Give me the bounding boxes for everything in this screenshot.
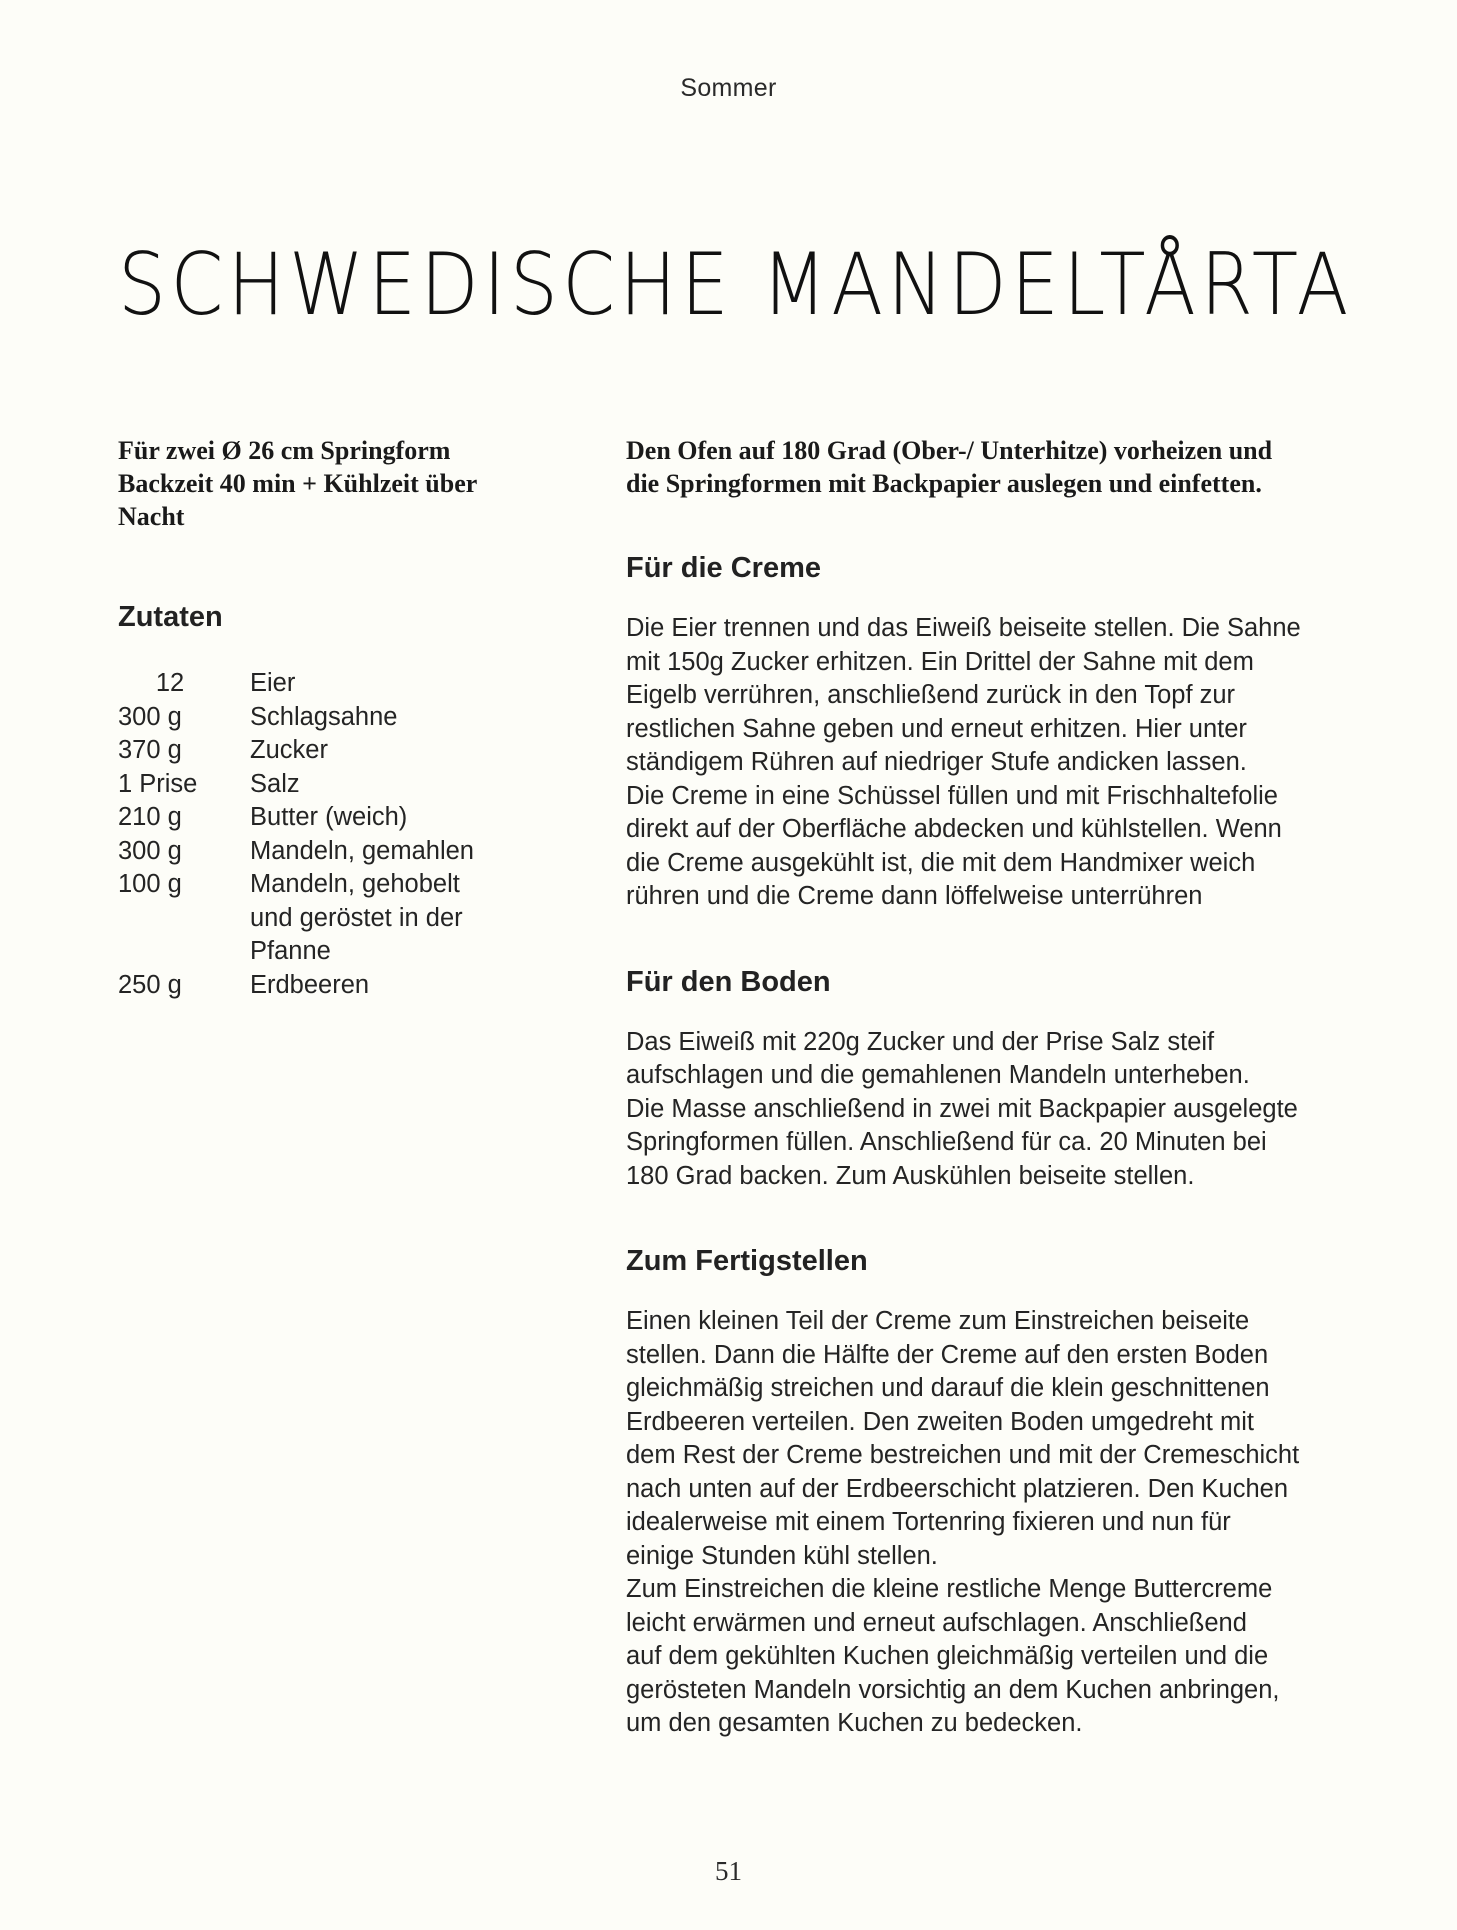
ingredient-qty: 100 g [118, 870, 182, 898]
ingredient-name: Erdbeeren [250, 970, 370, 999]
ingredient-name: Salz [250, 769, 300, 798]
ingredient-row [118, 667, 530, 701]
recipe-intro [118, 434, 548, 533]
left-column [118, 434, 548, 1002]
ingredient-qty: 300 g [118, 836, 182, 865]
ingredient-name: Mandeln, gehobelt und geröstet in der Pfanne [250, 870, 463, 965]
ingredient-name: Butter (weich) [250, 803, 408, 831]
ingredient-qty: 210 g [118, 803, 182, 831]
running-header: Sommer [680, 74, 777, 102]
ingredient-row [118, 868, 530, 969]
ingredient-qty: 1 Prise [118, 769, 198, 798]
section-text-fertigstellen: Einen kleinen Teil der Creme zum Einstreichen beiseite stellen. Dann die Hälfte der Creme auf den ersten Boden gleichmäßig streichen und darauf die klein geschnittenen Erdbeeren verteilen. Den zweiten Boden umgedreht mit dem Rest der Creme bestreichen und mit der Cremeschicht nach unten auf der Erdbeerschicht platzieren. Den Kuchen idealerweise mit einem Tortenring fixieren und nun für einige Stunden kühl stellen. Zum Einstreichen die kleine restliche Menge Buttercreme leicht erwärmen und erneut aufschlagen. Anschließend auf dem gekühlten Kuchen gleichmäßig verteilen und die gerösteten Mandeln vorsichtig an dem Kuchen anbringen, um den gesamten Kuchen zu bedecken. [626, 1307, 1300, 1737]
preheat-instruction: Den Ofen auf 180 Grad (Ober-/ Unterhitze) vorheizen und die Springformen mit Backpapier auslegen und einfetten. [626, 436, 1273, 498]
ingredient-qty: 370 g [118, 736, 182, 764]
ingredient-row [118, 768, 530, 802]
ingredient-name: Eier [250, 669, 296, 697]
intro-line-3: Nacht [118, 502, 185, 531]
ingredient-row [118, 801, 530, 835]
ingredient-name: Zucker [250, 736, 328, 764]
section-heading-fertigstellen: Zum Fertigstellen [626, 1245, 868, 1277]
ingredients-heading: Zutaten [118, 601, 223, 633]
ingredient-row [118, 734, 530, 768]
ingredient-name: Mandeln, gemahlen [250, 836, 474, 865]
ingredient-qty: 250 g [118, 970, 182, 999]
intro-line-1: Für zwei Ø 26 cm Springform [118, 436, 451, 465]
page-number: 51 [715, 1856, 742, 1886]
ingredient-row [118, 969, 530, 1003]
section-heading-creme: Für die Creme [626, 552, 821, 584]
ingredient-row [118, 835, 530, 869]
section-text-creme: Die Eier trennen und das Eiweiß beiseite stellen. Die Sahne mit 150g Zucker erhitzen. Ein Drittel der Sahne mit dem Eigelb verrühren, anschließend zurück in den Topf zur restlichen Sahne geben und erneut erhitzen. Hier unter ständigem Rühren auf niedriger Stufe andicken lassen. Die Creme in eine Schüssel füllen und mit Frischhaltefolie direkt auf der Oberfläche abdecken und kühlstellen. Wenn die Creme ausgekühlt ist, die mit dem Handmixer weich rühren und die Creme dann löffelweise unterrühren [626, 614, 1301, 910]
ingredient-qty: 300 g [118, 702, 182, 731]
section-text-boden: Das Eiweiß mit 220g Zucker und der Prise Salz steif aufschlagen und die gemahlenen Mandeln unterheben. Die Masse anschließend in zwei mit Backpapier ausgelegte Springformen füllen. Anschließend für ca. 20 Minuten bei 180 Grad backen. Zum Auskühlen beiseite stellen. [626, 1027, 1298, 1190]
ingredient-name: Schlagsahne [250, 702, 398, 731]
ingredient-row [118, 701, 530, 735]
page-title: SCHWEDISCHE MANDELTÅRTA [118, 235, 1353, 335]
ingredients-table [118, 667, 530, 1002]
section-heading-boden: Für den Boden [626, 965, 831, 998]
intro-line-2: Backzeit 40 min + Kühlzeit über [118, 469, 478, 498]
right-column [626, 434, 1366, 1741]
ingredient-qty: 12 [155, 669, 185, 697]
